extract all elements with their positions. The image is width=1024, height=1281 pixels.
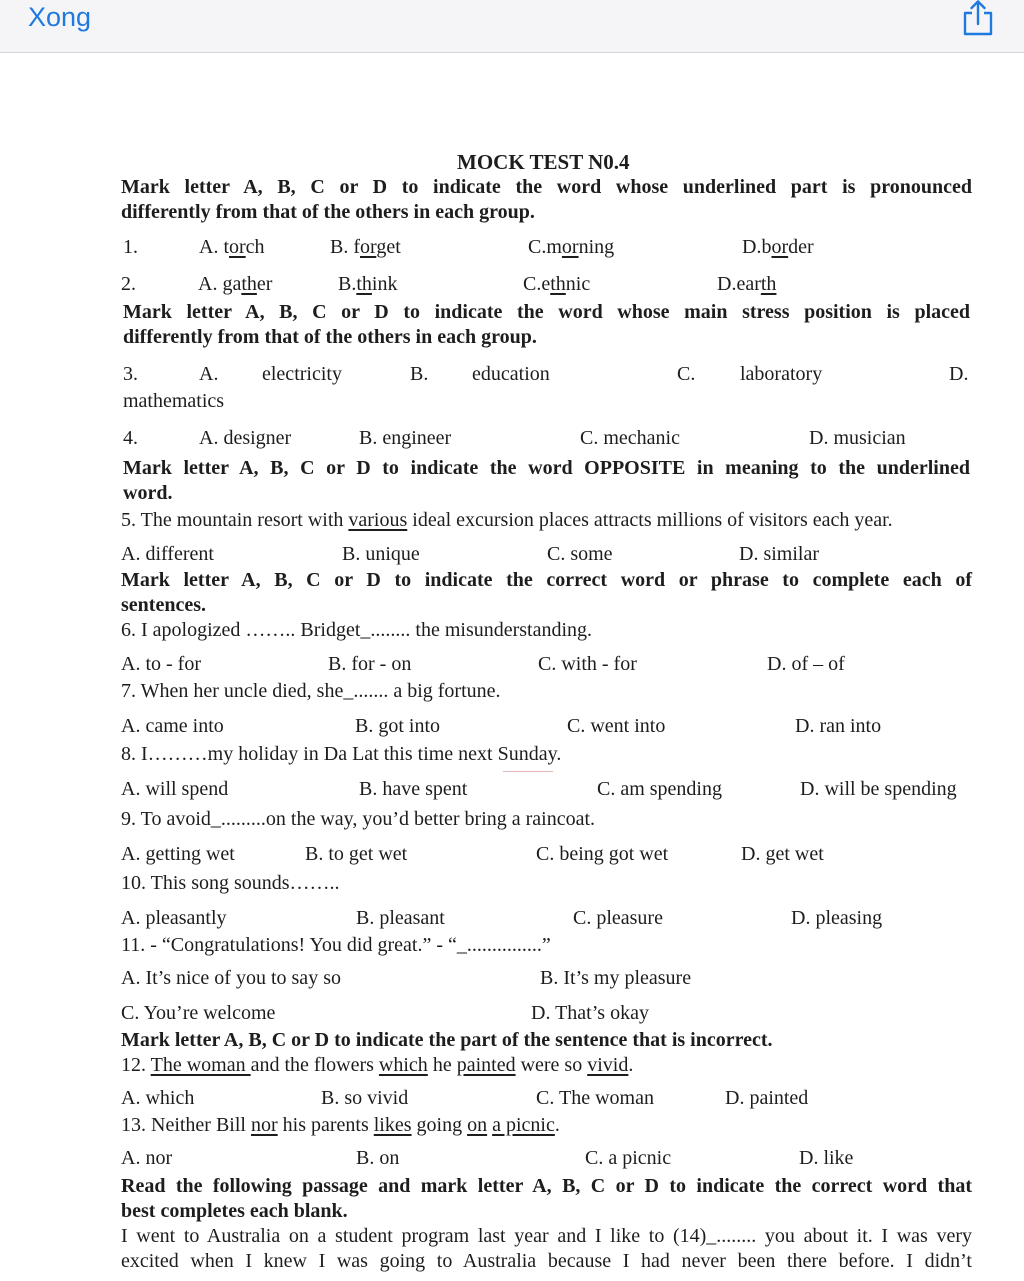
question-8-option-d: D. will be spending <box>800 778 957 800</box>
question-8-option-b: B. have spent <box>359 778 468 800</box>
question-3-option-c-letter: C. <box>677 363 696 385</box>
question-11-option-b: B. It’s my pleasure <box>540 967 692 989</box>
section-1-instruction: Mark letter A, B, C or D to indicate the word whose underlined part is pronounced <box>121 176 972 198</box>
section-1-instruction-cont: differently from that of the others in each group. <box>121 201 535 223</box>
question-4-number: 4. <box>123 427 138 449</box>
question-2-option-b: B.think <box>338 273 398 295</box>
question-1-option-a: A. torch <box>199 236 265 258</box>
question-5-option-c: C. some <box>547 543 613 565</box>
question-10-option-b: B. pleasant <box>356 907 445 929</box>
top-toolbar <box>0 0 1024 53</box>
red-pen-mark <box>503 771 553 772</box>
question-9-option-c: C. being got wet <box>536 843 669 865</box>
question-3-option-d-letter: D. <box>949 363 969 385</box>
section-5-instruction: Mark letter A, B, C or D to indicate the part of the sentence that is incorrect. <box>121 1029 773 1051</box>
question-7-option-d: D. ran into <box>795 715 882 737</box>
question-13-option-d: D. like <box>799 1147 854 1169</box>
question-7-stem: 7. When her uncle died, she_....... a big fortune. <box>121 680 501 702</box>
question-12-option-b: B. so vivid <box>321 1087 409 1109</box>
question-1-option-c: C.morning <box>528 236 615 258</box>
question-9-option-b: B. to get wet <box>305 843 408 865</box>
question-3-option-a-letter: A. <box>199 363 219 385</box>
question-1-option-b: B. forget <box>330 236 401 258</box>
question-11-stem: 11. - “Congratulations! You did great.” - “_...............” <box>121 934 551 956</box>
question-3-option-c: laboratory <box>740 363 823 385</box>
question-12-option-a: A. which <box>121 1087 195 1109</box>
question-11-option-d: D. That’s okay <box>531 1002 649 1024</box>
document-page <box>0 52 1024 1281</box>
question-10-stem: 10. This song sounds…….. <box>121 872 340 894</box>
share-icon[interactable] <box>959 0 997 38</box>
question-7-option-a: A. came into <box>121 715 224 737</box>
question-9-stem: 9. To avoid_.........on the way, you’d better bring a raincoat. <box>121 808 596 830</box>
question-8-option-c: C. am spending <box>597 778 722 800</box>
question-11-option-c: C. You’re welcome <box>121 1002 276 1024</box>
question-5-option-a: A. different <box>121 543 214 565</box>
section-3-instruction-cont: word. <box>123 482 173 504</box>
section-6-instruction: Read the following passage and mark letter A, B, C or D to indicate the correct word that <box>121 1175 972 1197</box>
section-4-instruction: Mark letter A, B, C or D to indicate the correct word or phrase to complete each of <box>121 569 972 591</box>
question-7-option-b: B. got into <box>355 715 441 737</box>
question-5-option-b: B. unique <box>342 543 420 565</box>
question-8-option-a: A. will spend <box>121 778 229 800</box>
question-2-option-a: A. gather <box>198 273 273 295</box>
question-13-stem: 13. Neither Bill nor his parents likes going on a picnic. <box>121 1114 560 1136</box>
question-12-option-c: C. The woman <box>536 1087 654 1109</box>
question-13-option-b: B. on <box>356 1147 400 1169</box>
question-6-option-c: C. with - for <box>538 653 637 675</box>
question-3-option-b-letter: B. <box>410 363 429 385</box>
question-2-number: 2. <box>121 273 136 295</box>
section-3-instruction: Mark letter A, B, C or D to indicate the word OPPOSITE in meaning to the underlined <box>123 457 970 479</box>
question-9-option-a: A. getting wet <box>121 843 235 865</box>
question-6-option-a: A. to - for <box>121 653 201 675</box>
question-1-option-d: D.border <box>742 236 814 258</box>
question-2-option-c: C.ethnic <box>523 273 591 295</box>
question-7-option-c: C. went into <box>567 715 666 737</box>
question-4-option-b: B. engineer <box>359 427 452 449</box>
question-12-stem: 12. The woman and the flowers which he painted were so vivid. <box>121 1054 634 1076</box>
question-4-option-a: A. designer <box>199 427 292 449</box>
section-6-instruction-cont: best completes each blank. <box>121 1200 348 1222</box>
question-10-option-a: A. pleasantly <box>121 907 227 929</box>
question-8-stem: 8. I………my holiday in Da Lat this time next Sunday. <box>121 743 562 765</box>
question-5-option-d: D. similar <box>739 543 819 565</box>
section-2-instruction: Mark letter A, B, C or D to indicate the word whose main stress position is placed <box>123 301 970 323</box>
section-4-instruction-cont: sentences. <box>121 594 206 616</box>
question-12-option-d: D. painted <box>725 1087 809 1109</box>
question-3-option-d: mathematics <box>123 390 225 412</box>
question-9-option-d: D. get wet <box>741 843 824 865</box>
passage-line-2: excited when I knew I was going to Australia because I had never been there before. I didn’t <box>121 1250 972 1272</box>
passage-line-1: I went to Australia on a student program last year and I like to (14)_........ you about it. I was very <box>121 1225 972 1247</box>
page-title: MOCK TEST N0.4 <box>457 150 630 174</box>
question-3-number: 3. <box>123 363 138 385</box>
question-13-option-c: C. a picnic <box>585 1147 672 1169</box>
question-6-option-b: B. for - on <box>328 653 412 675</box>
question-13-option-a: A. nor <box>121 1147 173 1169</box>
question-3-option-b: education <box>472 363 550 385</box>
section-2-instruction-cont: differently from that of the others in each group. <box>123 326 537 348</box>
question-10-option-c: C. pleasure <box>573 907 663 929</box>
question-6-option-d: D. of – of <box>767 653 845 675</box>
question-1-number: 1. <box>123 236 138 258</box>
question-2-option-d: D.earth <box>717 273 777 295</box>
question-10-option-d: D. pleasing <box>791 907 883 929</box>
question-3-option-a: electricity <box>262 363 342 385</box>
question-4-option-c: C. mechanic <box>580 427 680 449</box>
question-5-stem: 5. The mountain resort with various ideal excursion places attracts millions of visitors each year. <box>121 509 893 531</box>
question-4-option-d: D. musician <box>809 427 906 449</box>
question-6-stem: 6. I apologized …….. Bridget_........ the misunderstanding. <box>121 619 593 641</box>
question-11-option-a: A. It’s nice of you to say so <box>121 967 341 989</box>
done-button[interactable]: Xong <box>28 2 92 32</box>
